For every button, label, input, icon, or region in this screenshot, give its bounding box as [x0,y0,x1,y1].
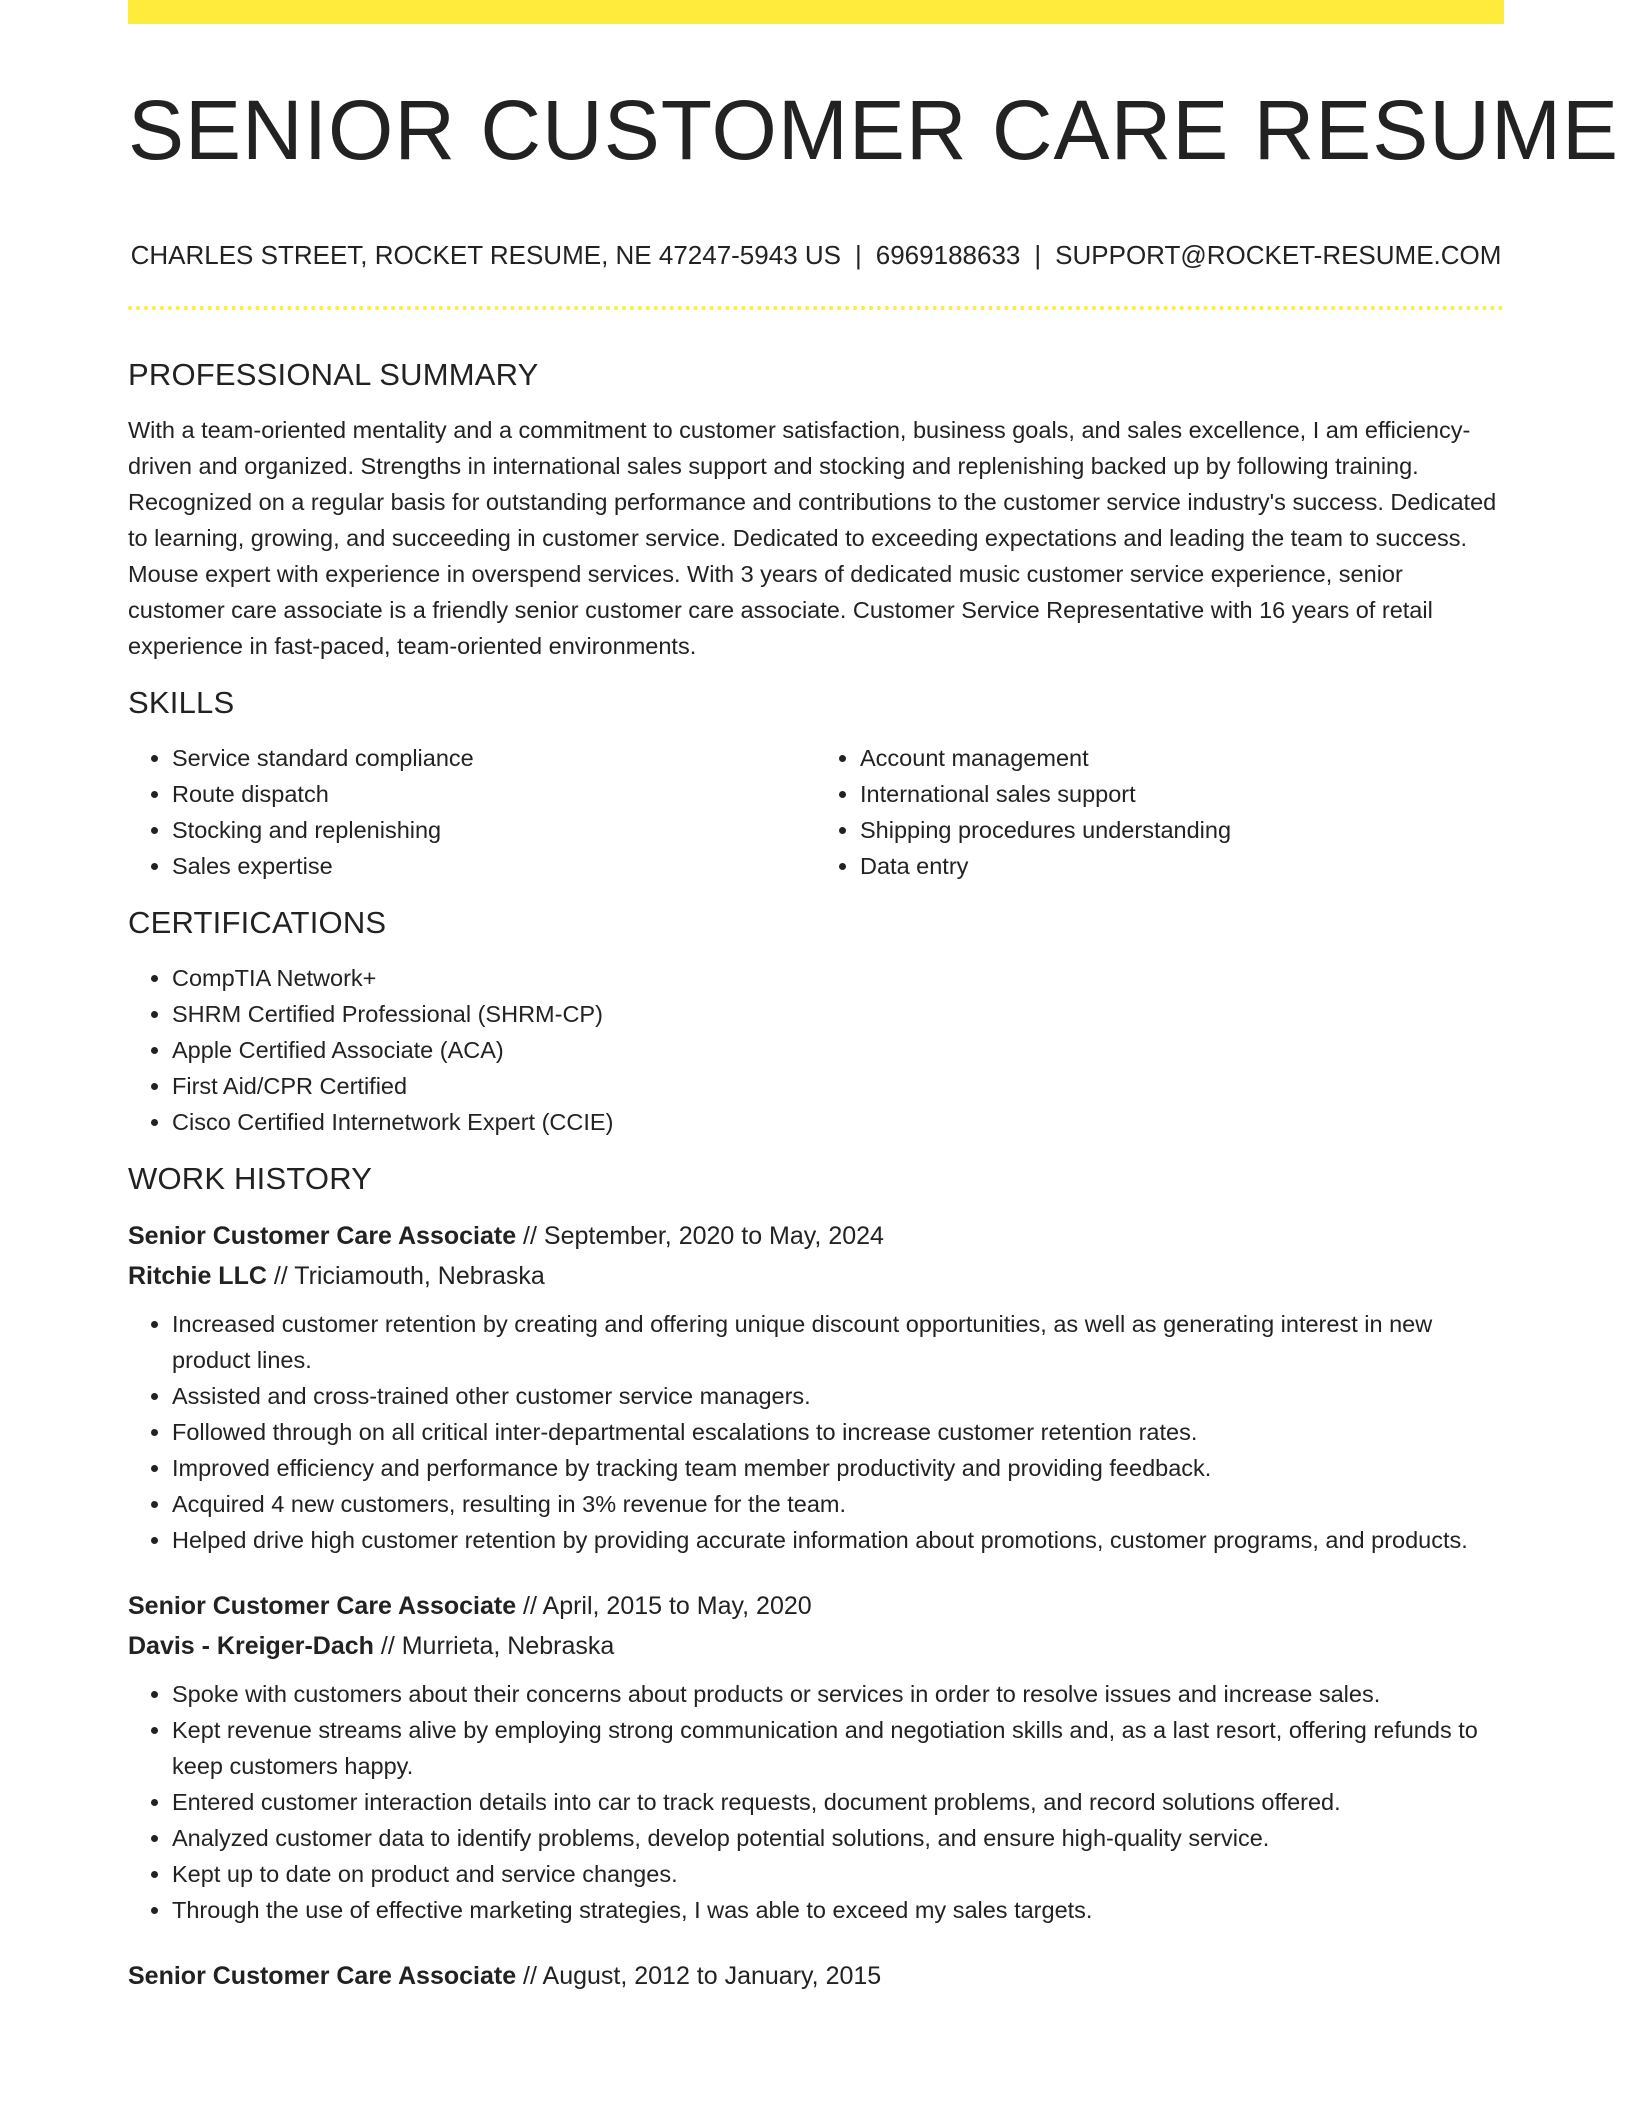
job-title-line [128,1586,1504,1626]
job-bullet: • Entered customer interaction details into car to track requests, document problems, and record solutions offered. [172,1784,1504,1820]
skill-item: • Sales expertise [172,848,816,884]
certifications-heading: CERTIFICATIONS [128,905,387,940]
certification-item: • Apple Certified Associate (ACA) [172,1032,1504,1068]
skill-item: • International sales support [860,776,1504,812]
certifications-list [128,960,1504,1140]
job-dates: // April, 2015 to May, 2020 [516,1592,812,1620]
skill-item: • Account management [860,740,1504,776]
skills-right-list [816,740,1504,884]
skill-item: • Data entry [860,848,1504,884]
skills-heading: SKILLS [128,685,235,720]
certification-item: • CompTIA Network+ [172,960,1504,996]
job-title: Senior Customer Care Associate [128,1592,517,1620]
job-title-line [128,1216,1504,1256]
job-title: Senior Customer Care Associate [128,1222,517,1250]
certification-item: • First Aid/CPR Certified [172,1068,1504,1104]
skill-item: • Stocking and replenishing [172,812,816,848]
contact-separator: | [1034,240,1042,270]
job-company-line [128,1256,1504,1296]
job-location: // Triciamouth, Nebraska [266,1262,545,1290]
job-title-line [128,1956,1504,1996]
job-dates: // September, 2020 to May, 2024 [516,1222,884,1250]
contact-phone: 6969188633 [875,240,1021,270]
summary-heading: PROFESSIONAL SUMMARY [128,357,539,392]
job-bullet: • Spoke with customers about their concerns about products or services in order to resolve issues and increase sales. [172,1676,1504,1712]
job-company-line [128,1626,1504,1666]
skills-section [128,678,1504,884]
certification-item: • Cisco Certified Internetwork Expert (CCIE) [172,1104,1504,1140]
job-bullet: • Through the use of effective marketing strategies, I was able to exceed my sales targets. [172,1892,1504,1928]
job-location: // Murrieta, Nebraska [373,1632,615,1660]
contact-address: CHARLES STREET, ROCKET RESUME, NE 47247-5943 US [130,240,841,270]
work-history-heading: WORK HISTORY [128,1161,373,1196]
certification-item: • SHRM Certified Professional (SHRM-CP) [172,996,1504,1032]
job-bullet: • Followed through on all critical inter-departmental escalations to increase customer retention rates. [172,1414,1504,1450]
accent-bar [128,0,1504,24]
skills-grid [128,728,1504,884]
summary-text: With a team-oriented mentality and a commitment to customer satisfaction, business goals, and sales excellence, I am efficiency-driven and organized. Strengths in international sales support and stocking and replenishing backed up by following training. Recognized on a regular basis for outstanding performance and contributions to the customer service industry's success. Dedicated to learning, growing, and succeeding in customer service. Dedicated to exceeding expectations and leading the team to success. Mouse expert with experience in overspend services. With 3 years of dedicated music customer service experience, senior customer care associate is a friendly senior customer care associate. Customer Service Representative with 16 years of retail experience in fast-paced, team-oriented environments. [128,417,1497,659]
job-bullet: • Acquired 4 new customers, resulting in 3% revenue for the team. [172,1486,1504,1522]
contact-separator: | [855,240,862,270]
job-bullet: • Assisted and cross-trained other customer service managers. [172,1378,1504,1414]
job-bullet: • Kept up to date on product and service changes. [172,1856,1504,1892]
job-entry [128,1216,1504,1558]
job-bullet: • Improved efficiency and performance by tracking team member productivity and providing feedback. [172,1450,1504,1486]
skill-item: • Service standard compliance [172,740,816,776]
job-bullet: • Increased customer retention by creating and offering unique discount opportunities, as well as generating interest in new product lines. [172,1306,1504,1378]
skill-item: • Shipping procedures understanding [860,812,1504,848]
dotted-divider [128,306,1504,310]
skill-item: • Route dispatch [172,776,816,812]
skills-left-list [128,740,816,884]
certifications-section [128,898,1504,1140]
job-bullets [128,1306,1504,1558]
job-title: Senior Customer Care Associate [128,1962,517,1990]
job-bullet: • Analyzed customer data to identify problems, develop potential solutions, and ensure high-quality service. [172,1820,1504,1856]
job-entry [128,1586,1504,1928]
contact-line [128,236,1504,274]
job-company: Davis - Kreiger-Dach [128,1632,374,1660]
job-bullet: • Helped drive high customer retention by providing accurate information about promotions, customer programs, and products. [172,1522,1504,1558]
resume-content [128,350,1504,2024]
job-entry [128,1956,1504,1996]
job-dates: // August, 2012 to January, 2015 [516,1962,882,1990]
job-bullet: • Kept revenue streams alive by employing strong communication and negotiation skills and, as a last resort, offering refunds to keep customers happy. [172,1712,1504,1784]
job-company: Ritchie LLC [128,1262,267,1290]
summary-section [128,350,1504,664]
contact-email: SUPPORT@ROCKET-RESUME.COM [1055,240,1502,270]
resume-title: SENIOR CUSTOMER CARE RESUME [128,83,1619,177]
work-history-section [128,1154,1504,1996]
job-bullets [128,1676,1504,1928]
